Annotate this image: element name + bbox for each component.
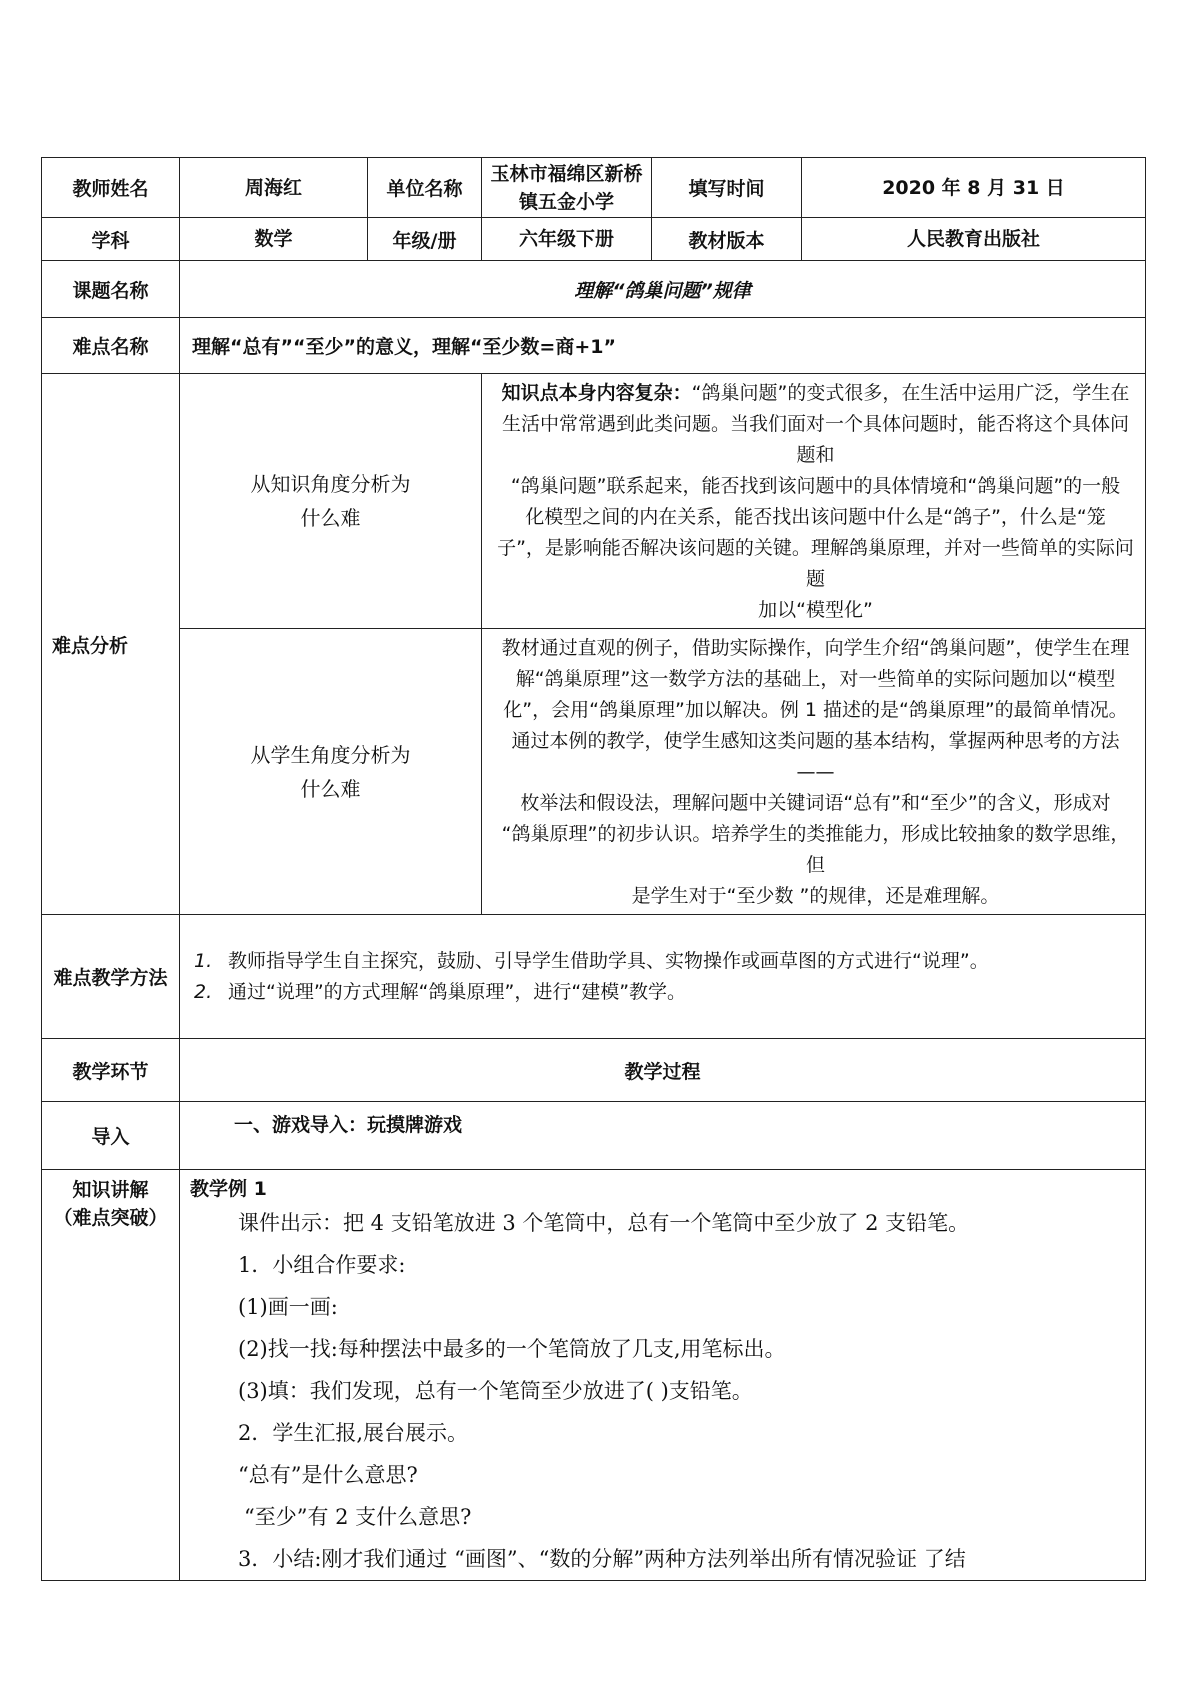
method-num: 2. [194, 980, 213, 1003]
teacher-label: 教师姓名 [42, 158, 180, 218]
grade-value: 六年级下册 [482, 218, 652, 261]
knowledge-line: 加以“模型化” [758, 599, 873, 621]
intro-label: 导入 [42, 1102, 180, 1170]
student-angle-label [180, 629, 482, 915]
edition-label: 教材版本 [652, 218, 802, 261]
unit-value [482, 158, 652, 218]
student-line: 化”，会用“鸽巢原理”加以解决。例 1 描述的是“鸽巢原理”的最简单情况。 [503, 699, 1128, 721]
process-label: 教学过程 [180, 1039, 1146, 1102]
knowledge-body-line: (3)填：我们发现，总有一个笔筒至少放进了( )支铅笔。 [238, 1379, 753, 1403]
intro-text: 一、游戏导入：玩摸牌游戏 [180, 1102, 1146, 1170]
teacher-value: 周海红 [180, 158, 368, 218]
knowledge-angle-line2: 什么难 [300, 506, 361, 530]
student-analysis-text [482, 629, 1146, 915]
knowledge-analysis-text [482, 374, 1146, 629]
analysis-row-knowledge [42, 374, 1146, 629]
student-line: “鸽巢原理”的初步认识。培养学生的类推能力，形成比较抽象的数学思维，但 [501, 823, 1130, 876]
topic-value: 理解“鸽巢问题”规律 [180, 261, 1146, 318]
knowledge-body-line: “至少”有 2 支什么意思? [244, 1505, 472, 1529]
knowledge-label [42, 1170, 180, 1581]
info-row-1 [42, 158, 1146, 218]
knowledge-line [494, 378, 1137, 409]
knowledge-line: 化模型之间的内在关系，能否找出该问题中什么是“鸽子”，什么是“笼 [525, 506, 1106, 528]
method-text: 通过“说理”的方式理解“鸽巢原理”，进行“建模”教学。 [228, 980, 687, 1003]
knowledge-lead-rest: “鸽巢问题”的变式很多，在生活中运用广泛，学生在 [691, 382, 1130, 404]
difficulty-row [42, 318, 1146, 374]
knowledge-body-line: (2)找一找:每种摆法中最多的一个笔筒放了几支,用笔标出。 [238, 1337, 786, 1361]
knowledge-body-line: 1．小组合作要求: [238, 1253, 406, 1277]
method-text: 教师指导学生自主探究，鼓励、引导学生借助学具、实物操作或画草图的方式进行“说理”。 [228, 949, 989, 972]
knowledge-body-line: (1)画一画: [238, 1295, 338, 1319]
student-line: 枚举法和假设法，理解问题中关键词语“总有”和“至少”的含义，形成对 [520, 792, 1111, 814]
student-line: 教材通过直观的例子，借助实际操作，向学生介绍“鸽巢问题”，使学生在理 [501, 637, 1130, 659]
edition-value: 人民教育出版社 [802, 218, 1146, 261]
method-num: 1. [194, 949, 213, 972]
knowledge-body-line: 2．学生汇报,展台展示。 [238, 1421, 469, 1445]
student-angle-line1: 从学生角度分析为 [250, 742, 411, 767]
subject-value: 数学 [180, 218, 368, 261]
knowledge-line: 生活中常常遇到此类问题。当我们面对一个具体问题时，能否将这个具体问题和 [501, 413, 1129, 466]
student-line: 解“鸽巢原理”这一数学方法的基础上，对一些简单的实际问题加以“模型 [515, 668, 1116, 690]
knowledge-angle-label [180, 374, 482, 629]
unit-value-line1: 玉林市福绵区新桥 [490, 162, 643, 185]
analysis-label: 难点分析 [42, 374, 180, 915]
student-line: 通过本例的教学，使学生感知这类问题的基本结构，掌握两种思考的方法—— [511, 730, 1120, 783]
methods-row [42, 915, 1146, 1039]
knowledge-body-line: “总有”是什么意思? [238, 1463, 418, 1487]
knowledge-body [180, 1170, 1146, 1581]
date-value: 2020 年 8 月 31 日 [802, 158, 1146, 218]
method-item [194, 977, 1135, 1008]
difficulty-value: 理解“总有”“至少”的意义，理解“至少数=商+1” [180, 318, 1146, 374]
methods-label: 难点教学方法 [42, 915, 180, 1039]
knowledge-body-line: 3．小结:刚才我们通过 “画图”、“数的分解”两种方法列举出所有情况验证 了结 [238, 1547, 966, 1571]
knowledge-label-line2: （难点突破） [53, 1207, 168, 1229]
knowledge-label-line1: 知识讲解 [72, 1179, 149, 1201]
knowledge-line: 子”，是影响能否解决该问题的关键。理解鸽巢原理，并对一些简单的实际问题 [497, 537, 1134, 590]
grade-label: 年级/册 [368, 218, 482, 261]
process-header-row [42, 1039, 1146, 1102]
topic-row [42, 261, 1146, 318]
knowledge-row [42, 1170, 1146, 1581]
intro-row [42, 1102, 1146, 1170]
analysis-row-student [42, 629, 1146, 915]
date-label: 填写时间 [652, 158, 802, 218]
topic-label: 课题名称 [42, 261, 180, 318]
knowledge-angle-line1: 从知识角度分析为 [250, 472, 411, 496]
method-item [194, 946, 1135, 977]
knowledge-lead-phrase: 知识点本身内容复杂： [501, 382, 692, 404]
student-line: 是学生对于“至少数 ”的规律，还是难理解。 [631, 885, 1000, 907]
knowledge-line: “鸽巢问题”联系起来，能否找到该问题中的具体情境和“鸽巢问题”的一般 [510, 475, 1121, 497]
lesson-plan-table [41, 157, 1146, 1581]
student-angle-line2: 什么难 [300, 776, 361, 801]
methods-list [180, 915, 1146, 1039]
example-title: 教学例 1 [190, 1178, 267, 1200]
stage-label: 教学环节 [42, 1039, 180, 1102]
subject-label: 学科 [42, 218, 180, 261]
knowledge-body-line: 课件出示：把 4 支铅笔放进 3 个笔筒中，总有一个笔筒中至少放了 2 支铅笔。 [238, 1211, 970, 1235]
info-row-2 [42, 218, 1146, 261]
difficulty-label: 难点名称 [42, 318, 180, 374]
unit-value-line2: 镇五金小学 [518, 190, 614, 213]
unit-label: 单位名称 [368, 158, 482, 218]
